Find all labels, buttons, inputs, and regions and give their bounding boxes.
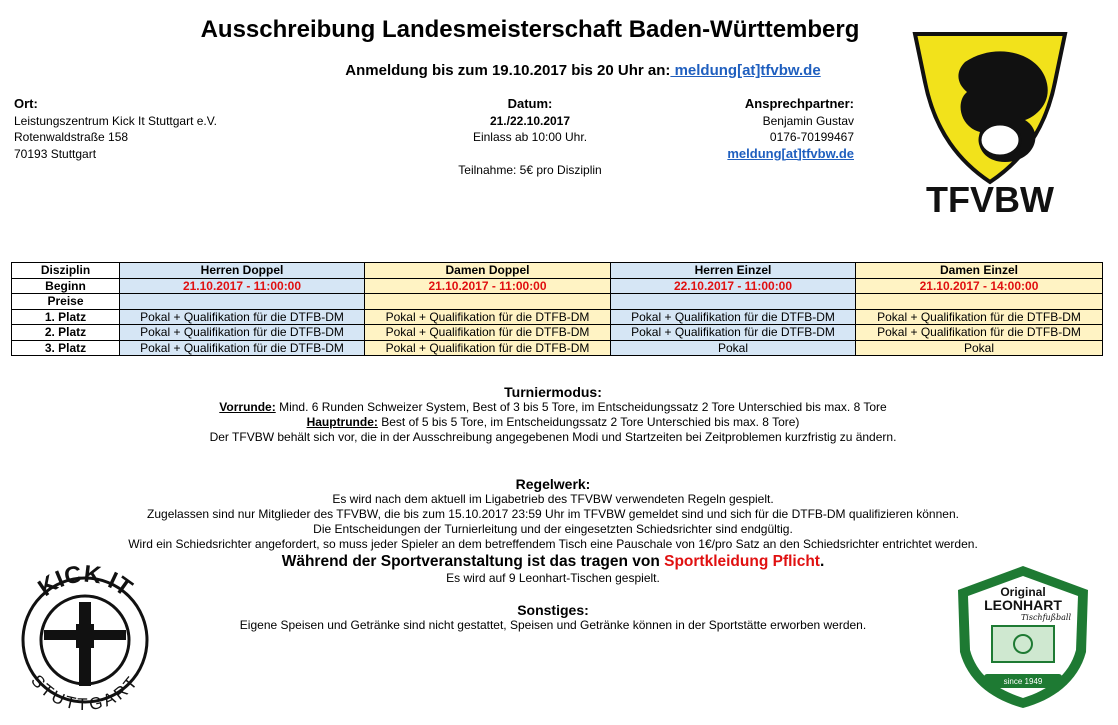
row-label: 3. Platz — [12, 340, 120, 356]
table-cell — [120, 294, 365, 310]
rules-line-1: Es wird nach dem aktuell im Ligabetrieb des TFVBW verwendeten Regeln gespielt. — [332, 492, 774, 506]
main-round-text: Best of 5 bis 5 Tore, im Entscheidungssatz 2 Tore Unterschied bis max. 8 Tore) — [377, 415, 800, 429]
contact-name: Benjamin Gustav — [762, 113, 854, 128]
location-label: Ort: — [14, 96, 38, 111]
table-cell — [856, 294, 1103, 310]
prize-cell: Pokal + Qualifikation für die DTFB-DM — [120, 340, 365, 356]
table-header-row — [12, 263, 1103, 279]
table-row — [12, 278, 1103, 294]
table-row — [12, 340, 1103, 356]
row-label: 2. Platz — [12, 325, 120, 341]
participation-fee: Teilnahme: 5€ pro Disziplin — [458, 163, 602, 177]
tfvbw-emblem-icon — [905, 22, 1075, 222]
sportswear-required: Sportkleidung Pflicht — [664, 553, 820, 570]
leonhart-since-text: since 1949 — [1003, 677, 1043, 686]
prize-cell: Pokal + Qualifikation für die DTFB-DM — [856, 309, 1103, 325]
location-line-3: 70193 Stuttgart — [14, 146, 97, 161]
prize-cell: Pokal + Qualifikation für die DTFB-DM — [365, 309, 611, 325]
prize-cell: Pokal — [856, 340, 1103, 356]
table-cell — [365, 294, 611, 310]
tfvbw-logo-text: TFVBW — [926, 179, 1054, 220]
kick-it-emblem-icon — [2, 560, 168, 720]
date-label: Datum: — [507, 96, 553, 111]
deadline-text: Anmeldung bis zum 19.10.2017 bis 20 Uhr an: — [345, 62, 671, 79]
preliminary-label: Vorrunde: — [219, 400, 276, 414]
entry-time: Einlass ab 10:00 Uhr. — [472, 130, 588, 144]
contact-email-link[interactable]: meldung[at]tfvbw.de — [727, 145, 854, 161]
rules-line-3: Die Entscheidungen der Turnierleitung und der eingesetzten Schiedsrichter sind endgültig. — [313, 522, 793, 536]
sportswear-prefix: Während der Sportveranstaltung ist das tragen von — [281, 553, 665, 570]
main-round-label: Hauptrunde: — [306, 415, 378, 429]
main-round — [0, 415, 1106, 430]
misc-text: Eigene Speisen und Getränke sind nicht gestattet, Speisen und Getränke können in der Sportstätte erworben werden. — [239, 618, 867, 632]
leonhart-script-text: Tischfußball — [1020, 613, 1072, 622]
preliminary-text: Mind. 6 Runden Schweizer System, Best of 3 bis 5 Tore, im Entscheidungssatz 2 Tore Unterschied bis max. 8 Tore — [275, 400, 887, 414]
tfvbw-logo — [905, 22, 1075, 222]
location-line-1: Leistungszentrum Kick It Stuttgart e.V. — [14, 113, 217, 128]
table-corner-cell: Disziplin — [12, 263, 120, 279]
preliminary-round — [0, 400, 1106, 415]
table-row — [12, 309, 1103, 325]
contact-block — [690, 96, 854, 162]
start-time-cell: 22.10.2017 - 11:00:00 — [611, 278, 856, 294]
leonhart-brand-text: LEONHART — [984, 597, 1062, 613]
column-header: Herren Doppel — [120, 263, 365, 279]
column-header: Damen Doppel — [365, 263, 611, 279]
prize-cell: Pokal + Qualifikation für die DTFB-DM — [856, 325, 1103, 341]
rules-line-4: Wird ein Schiedsrichter angefordert, so muss jeder Spieler an dem betreffendem Tisch eine Pauschale von 1€/pro Satz an den Schiedsrichter entrichtet werden. — [128, 537, 978, 551]
prize-cell: Pokal + Qualifikation für die DTFB-DM — [365, 325, 611, 341]
discipline-table — [11, 262, 1103, 356]
deadline-email-link[interactable]: meldung[at]tfvbw.de — [670, 62, 821, 79]
column-header: Damen Einzel — [856, 263, 1103, 279]
location-line-2: Rotenwaldstraße 158 — [14, 130, 129, 144]
start-time-cell: 21.10.2017 - 11:00:00 — [365, 278, 611, 294]
leonhart-shield-icon — [948, 562, 1098, 712]
misc-heading: Sonstiges: — [517, 602, 589, 618]
contact-label: Ansprechpartner: — [744, 96, 854, 111]
prize-cell: Pokal + Qualifikation für die DTFB-DM — [365, 340, 611, 356]
tournament-mode-section — [0, 385, 1106, 445]
row-label: Preise — [12, 294, 120, 310]
leonhart-logo — [948, 562, 1098, 712]
tournament-mode-heading: Turniermodus: — [504, 384, 602, 400]
prize-cell: Pokal + Qualifikation für die DTFB-DM — [611, 309, 856, 325]
rules-line-5: Es wird auf 9 Leonhart-Tischen gespielt. — [446, 571, 660, 585]
start-time-cell: 21.10.2017 - 11:00:00 — [120, 278, 365, 294]
table-row — [12, 294, 1103, 310]
prize-cell: Pokal + Qualifikation für die DTFB-DM — [120, 325, 365, 341]
row-label: Beginn — [12, 278, 120, 294]
start-time-cell: 21.10.2017 - 14:00:00 — [856, 278, 1103, 294]
prize-cell: Pokal + Qualifikation für die DTFB-DM — [120, 309, 365, 325]
prize-cell: Pokal + Qualifikation für die DTFB-DM — [611, 325, 856, 341]
rules-heading: Regelwerk: — [515, 476, 591, 492]
table-cell — [611, 294, 856, 310]
mode-change-note: Der TFVBW behält sich vor, die in der Ausschreibung angegebenen Modi und Startzeiten bei Zeitproblemen kurzfristig zu ändern. — [209, 430, 897, 444]
table-row — [12, 325, 1103, 341]
date-block — [380, 96, 680, 146]
kick-it-top-text: KICK IT — [33, 560, 137, 603]
prize-cell: Pokal — [611, 340, 856, 356]
sportswear-suffix: . — [819, 553, 825, 570]
kick-it-logo — [2, 560, 168, 720]
location-block — [14, 96, 217, 162]
column-header: Herren Einzel — [611, 263, 856, 279]
contact-phone: 0176-70199467 — [769, 130, 854, 144]
row-label: 1. Platz — [12, 309, 120, 325]
page-title: Ausschreibung Landesmeisterschaft Baden-Württemberg — [200, 16, 860, 43]
kick-it-bottom-text: STUTTGART — [27, 671, 143, 715]
date-value: 21./22.10.2017 — [489, 113, 571, 128]
leonhart-original-text: Original — [1000, 585, 1046, 599]
rules-line-2: Zugelassen sind nur Mitglieder des TFVBW, die bis zum 15.10.2017 23:59 Uhr im TFVBW gemeldet sind und sich für die DTFB-DM qualifizieren können. — [147, 507, 959, 521]
